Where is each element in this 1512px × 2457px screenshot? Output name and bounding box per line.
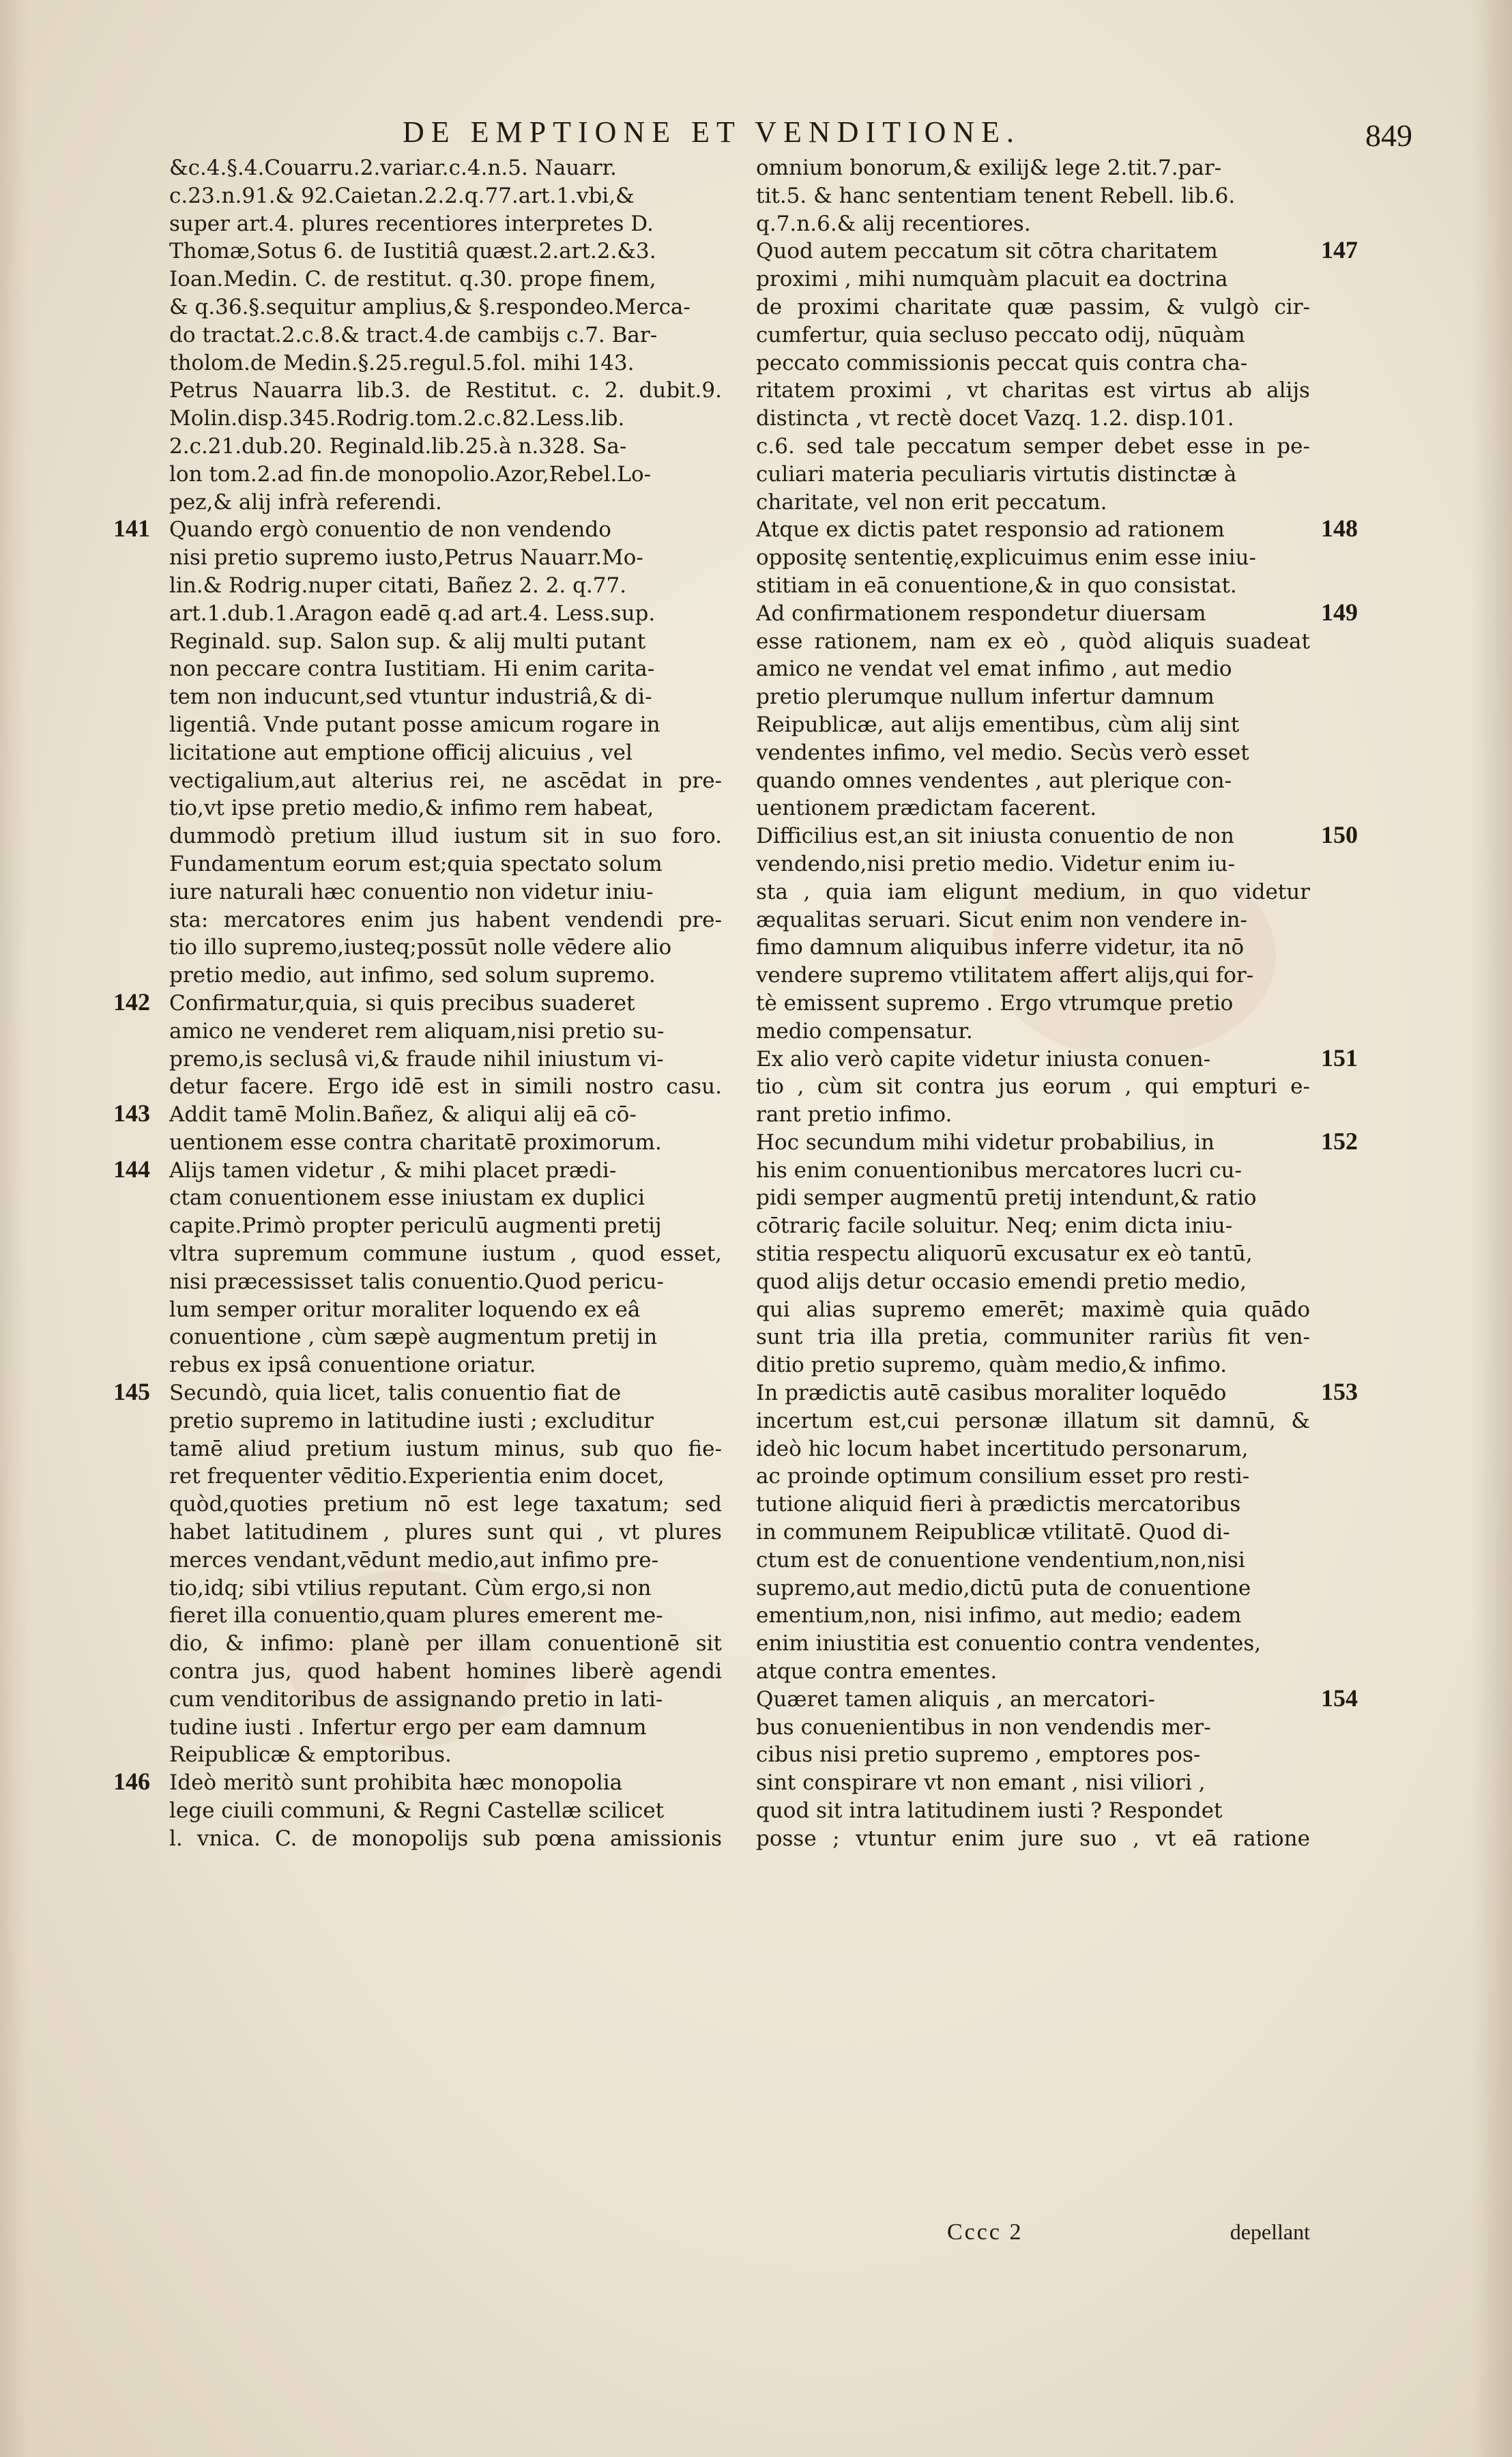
marginal-section-number: 153 xyxy=(1321,1378,1358,1406)
text-line xyxy=(169,321,722,349)
text-line-content: quando omnes vendentes , aut plerique con- xyxy=(756,768,1232,793)
marginal-section-number: 144 xyxy=(113,1155,150,1183)
text-line xyxy=(169,1741,722,1769)
text-line xyxy=(756,1407,1310,1435)
text-line-content: enim iniustitia est conuentio contra vendentes, xyxy=(756,1631,1262,1656)
text-line-content: dio, & infimo: planè per illam conuentionē sit xyxy=(169,1631,722,1656)
text-line-content: tio illo supremo,iusteq;possūt nolle vēdere alio xyxy=(169,935,672,960)
marginal-section-number: 154 xyxy=(1321,1684,1358,1712)
text-line xyxy=(169,1463,722,1491)
text-line xyxy=(756,1157,1310,1185)
text-line xyxy=(756,1491,1310,1519)
text-line-content: & q.36.§.sequitur amplius,& §.respondeo.Merca- xyxy=(169,294,690,319)
text-line xyxy=(169,572,722,600)
text-line xyxy=(756,1351,1310,1379)
text-line-content: tem non inducunt,sed vtuntur industriâ,& di- xyxy=(169,685,652,710)
marginal-section-number: 143 xyxy=(113,1100,150,1127)
text-line xyxy=(169,1379,722,1407)
text-line xyxy=(169,962,722,990)
text-line-content: Addit tamē Molin.Bañez, & aliqui alij eā cō- xyxy=(169,1102,637,1127)
text-line-content: tudine iusti . Infertur ergo per eam damnum xyxy=(169,1714,647,1740)
text-line xyxy=(756,1184,1310,1212)
text-line-content: Reipublicæ, aut alijs ementibus, cùm alij sint xyxy=(756,712,1240,737)
text-line-content: tio , cùm sit contra jus eorum , qui empturi e- xyxy=(756,1074,1310,1100)
text-line-content: vltra supremum commune iustum , quod esset, xyxy=(169,1241,722,1267)
text-line xyxy=(169,1547,722,1575)
text-line-content: Fundamentum eorum est;quia spectato solum xyxy=(169,851,663,876)
text-line-content: pez,& alij infrà referendi. xyxy=(169,489,442,515)
text-line-content: vendendo,nisi pretio medio. Videtur enim iu- xyxy=(756,851,1235,876)
text-line xyxy=(756,349,1310,377)
text-line-content: æqualitas seruari. Sicut enim non vendere in- xyxy=(756,907,1248,932)
text-line xyxy=(169,265,722,293)
page-right-shadow xyxy=(1471,0,1512,2457)
text-line xyxy=(169,1046,722,1074)
text-line-content: uentionem esse contra charitatē proximorum. xyxy=(169,1130,662,1155)
text-line xyxy=(756,711,1310,739)
text-line xyxy=(169,349,722,377)
text-line xyxy=(756,293,1310,321)
text-line-content: proximi , mihi numquàm placuit ea doctrina xyxy=(756,267,1228,292)
text-line-content: iure naturali hæc conuentio non videtur iniu- xyxy=(169,879,654,904)
text-line xyxy=(169,600,722,628)
text-line-content: oppositę sententię,explicuimus enim esse iniu- xyxy=(756,545,1256,571)
text-line xyxy=(756,1825,1310,1853)
text-line xyxy=(756,1547,1310,1575)
text-line xyxy=(756,1519,1310,1547)
text-line-content: medio compensatur. xyxy=(756,1018,973,1044)
text-line xyxy=(756,182,1310,210)
text-line xyxy=(169,1435,722,1463)
text-line xyxy=(756,544,1310,572)
page-left-shadow xyxy=(0,0,27,2457)
text-line xyxy=(756,461,1310,489)
text-line-content: tutione aliquid fieri à prædictis mercatoribus xyxy=(756,1492,1241,1517)
text-line-content: ctum est de conuentione vendentium,non,nisi xyxy=(756,1547,1245,1572)
text-line xyxy=(169,1018,722,1046)
text-line-content: Petrus Nauarra lib.3. de Restitut. c. 2. dubit.9. xyxy=(169,378,722,403)
text-line-content: tio,vt ipse pretio medio,& infimo rem habeat, xyxy=(169,796,654,821)
text-line xyxy=(169,1268,722,1296)
text-line-content: rant pretio infimo. xyxy=(756,1102,953,1127)
text-line xyxy=(169,1184,722,1212)
text-line-content: Alijs tamen videtur , & mihi placet prædi- xyxy=(169,1158,617,1183)
text-line xyxy=(756,210,1310,238)
text-line xyxy=(169,767,722,795)
text-line xyxy=(169,1101,722,1129)
text-line xyxy=(756,1769,1310,1797)
text-line-content: Quæret tamen aliquis , an mercatori- xyxy=(756,1686,1156,1712)
text-line xyxy=(169,1797,722,1825)
marginal-section-number: 150 xyxy=(1321,821,1358,849)
marginal-section-number: 145 xyxy=(113,1378,150,1406)
text-line-content: sta , quia iam eligunt medium, in quo videtur xyxy=(756,879,1310,904)
text-line xyxy=(169,739,722,767)
text-line-content: amico ne vendat vel emat infimo , aut medio xyxy=(756,657,1232,682)
text-line-content: ritatem proximi , vt charitas est virtus ab alijs xyxy=(756,378,1310,403)
text-line-content: pretio supremo in latitudine iusti ; excluditur xyxy=(169,1408,654,1433)
text-line xyxy=(756,1268,1310,1296)
text-line-content: nisi pretio supremo iusto,Petrus Nauarr.Mo- xyxy=(169,545,643,571)
text-line xyxy=(756,850,1310,878)
text-line xyxy=(169,1519,722,1547)
text-line-content: Confirmatur,quia, si quis precibus suaderet xyxy=(169,990,635,1016)
text-line xyxy=(756,572,1310,600)
text-line-content: bus conuenientibus in non vendendis mer- xyxy=(756,1714,1211,1740)
text-line-content: licitatione aut emptione officij alicuius , vel xyxy=(169,740,633,765)
text-line xyxy=(169,544,722,572)
text-line xyxy=(169,878,722,906)
text-line-content: qui alias supremo emerēt; maximè quia quādo xyxy=(756,1297,1310,1322)
text-line xyxy=(169,1212,722,1240)
text-line-content: tè emissent supremo . Ergo vtrumque pretio xyxy=(756,990,1234,1016)
left-text-column xyxy=(113,154,722,2202)
text-line-content: Thomæ,Sotus 6. de Iustitiâ quæst.2.art.2.&3. xyxy=(169,239,656,264)
text-line-content: quod alijs detur occasio emendi pretio medio, xyxy=(756,1269,1247,1294)
text-line xyxy=(169,433,722,461)
text-line xyxy=(756,1435,1310,1463)
text-line-content: nisi præcessisset talis conuentio.Quod pericu- xyxy=(169,1269,664,1294)
text-line xyxy=(169,822,722,850)
text-line xyxy=(169,711,722,739)
text-line-content: l. vnica. C. de monopolijs sub pœna amissionis xyxy=(169,1826,722,1851)
text-line-content: sint conspirare vt non emant , nisi viliori , xyxy=(756,1770,1206,1796)
text-line xyxy=(756,265,1310,293)
text-line xyxy=(756,1240,1310,1268)
text-line-content: distincta , vt rectè docet Vazq. 1.2. disp.101. xyxy=(756,406,1234,431)
text-line-content: Secundò, quia licet, talis conuentio fiat de xyxy=(169,1381,622,1406)
text-line xyxy=(169,628,722,656)
text-line xyxy=(756,822,1310,850)
text-line xyxy=(169,1769,722,1797)
text-line-content: lege ciuili communi, & Regni Castellæ scilicet xyxy=(169,1798,665,1824)
text-line xyxy=(756,516,1310,544)
text-line xyxy=(756,1797,1310,1825)
marginal-section-number: 146 xyxy=(113,1768,150,1796)
text-line-content: quòd,quoties pretium nō est lege taxatum; sed xyxy=(169,1492,722,1517)
text-line-content: pretio plerumque nullum infertur damnum xyxy=(756,685,1215,710)
text-line xyxy=(756,1212,1310,1240)
text-line xyxy=(756,1073,1310,1101)
text-line-content: premo,is seclusâ vi,& fraude nihil iniustum vi- xyxy=(169,1046,664,1072)
text-line-content: tio,idq; sibi vtilius reputant. Cùm ergo,si non xyxy=(169,1575,652,1600)
text-line xyxy=(756,1018,1310,1046)
text-line xyxy=(756,1323,1310,1351)
signature-mark: Cccc 2 xyxy=(947,2219,1023,2245)
text-line-content: in communem Reipublicæ vtilitatē. Quod di- xyxy=(756,1520,1230,1545)
page-number: 849 xyxy=(1365,118,1412,153)
marginal-section-number: 147 xyxy=(1321,236,1358,264)
text-line-content: Atque ex dictis patet responsio ad rationem xyxy=(756,517,1225,543)
text-line xyxy=(756,1046,1310,1074)
marginal-section-number: 151 xyxy=(1321,1044,1358,1072)
text-line xyxy=(756,739,1310,767)
text-line-content: do tractat.2.c.8.& tract.4.de cambijs c.7. Bar- xyxy=(169,322,658,347)
text-line xyxy=(756,767,1310,795)
text-line xyxy=(169,1602,722,1630)
text-line xyxy=(756,1379,1310,1407)
text-line-content: cumfertur, quia secluso peccato odij, nūquàm xyxy=(756,322,1245,347)
text-line xyxy=(756,433,1310,461)
text-line xyxy=(169,655,722,683)
text-line-content: Quando ergò conuentio de non vendendo xyxy=(169,517,611,543)
text-line xyxy=(169,906,722,934)
text-line xyxy=(169,1351,722,1379)
text-line xyxy=(756,1658,1310,1686)
text-line xyxy=(756,794,1310,822)
text-line xyxy=(756,154,1310,182)
text-line-content: Ex alio verò capite videtur iniusta conuen- xyxy=(756,1046,1211,1072)
text-line xyxy=(169,405,722,433)
text-line-content: conuentione , cùm sæpè augmentum pretij in xyxy=(169,1325,658,1350)
text-line xyxy=(756,489,1310,517)
text-line-content: tamē aliud pretium iustum minus, sub quo fie- xyxy=(169,1436,722,1461)
text-line-content: cōtrariç facile soluitur. Neq; enim dicta iniu- xyxy=(756,1213,1233,1239)
text-line xyxy=(756,1296,1310,1324)
text-line-content: Reginald. sup. Salon sup. & alij multi putant xyxy=(169,629,646,654)
text-line xyxy=(169,1129,722,1157)
text-line-content: Ideò meritò sunt prohibita hæc monopolia xyxy=(169,1770,623,1796)
text-line-content: quod sit intra latitudinem iusti ? Respondet xyxy=(756,1798,1223,1824)
text-line xyxy=(756,238,1310,265)
text-line xyxy=(169,990,722,1018)
text-line xyxy=(169,516,722,544)
text-line-content: Ad confirmationem respondetur diuersam xyxy=(756,601,1206,626)
text-line xyxy=(169,489,722,517)
text-line xyxy=(169,794,722,822)
text-line-content: sunt tria illa pretia, communiter rariùs fit ven- xyxy=(756,1325,1310,1350)
text-line-content: art.1.dub.1.Aragon eadē q.ad art.4. Less.sup. xyxy=(169,601,656,626)
text-line-content: cum venditoribus de assignando pretio in lati- xyxy=(169,1686,663,1712)
text-line-content: ditio pretio supremo, quàm medio,& infimo. xyxy=(756,1353,1227,1378)
text-line-content: incertum est,cui personæ illatum sit damnū, & xyxy=(756,1408,1310,1433)
text-line-content: stitia respectu aliquorū excusatur ex eò tantū, xyxy=(756,1241,1253,1267)
text-line xyxy=(756,1129,1310,1157)
text-line-content: dummodò pretium illud iustum sit in suo foro. xyxy=(169,824,722,849)
text-line xyxy=(169,238,722,265)
page-footer xyxy=(756,2219,1310,2254)
text-line xyxy=(756,878,1310,906)
text-line xyxy=(756,962,1310,990)
text-line xyxy=(169,1630,722,1658)
text-line xyxy=(756,377,1310,405)
text-line-content: peccato commissionis peccat quis contra cha- xyxy=(756,350,1248,375)
text-line-content: tholom.de Medin.§.25.regul.5.fol. mihi 143. xyxy=(169,350,635,375)
text-line-content: non peccare contra Iustitiam. Hi enim carita- xyxy=(169,657,655,682)
text-line-content: omnium bonorum,& exilij& lege 2.tit.7.par- xyxy=(756,156,1222,180)
text-line-content: de proximi charitate quæ passim, & vulgò cir- xyxy=(756,294,1310,319)
text-line-content: habet latitudinem , plures sunt qui , vt plures xyxy=(169,1520,722,1545)
text-line xyxy=(169,1407,722,1435)
page-header xyxy=(403,115,1412,153)
text-line xyxy=(169,377,722,405)
text-line-content: ret frequenter vēditio.Experientia enim docet, xyxy=(169,1464,665,1489)
text-line xyxy=(756,934,1310,962)
text-line xyxy=(169,1491,722,1519)
text-line-content: In prædictis autē casibus moraliter loquēdo xyxy=(756,1381,1227,1406)
text-line-content: ligentiâ. Vnde putant posse amicum rogare in xyxy=(169,712,660,737)
text-line xyxy=(169,182,722,210)
text-line xyxy=(169,154,722,182)
right-text-column xyxy=(756,154,1358,2202)
text-line xyxy=(169,1658,722,1686)
text-line-content: supremo,aut medio,dictū puta de conuentione xyxy=(756,1575,1251,1600)
text-line xyxy=(169,210,722,238)
text-line-content: Hoc secundum mihi videtur probabilius, in xyxy=(756,1130,1215,1155)
text-line-content: c.6. sed tale peccatum semper debet esse in pe- xyxy=(756,433,1310,459)
marginal-section-number: 142 xyxy=(113,988,150,1016)
text-line xyxy=(169,293,722,321)
text-line xyxy=(169,1240,722,1268)
text-line-content: cibus nisi pretio supremo , emptores pos- xyxy=(756,1742,1201,1768)
text-line xyxy=(756,1575,1310,1603)
text-line-content: Reipublicæ & emptoribus. xyxy=(169,1742,452,1768)
text-line-content: posse ; vtuntur enim jure suo , vt eā ratione xyxy=(756,1826,1310,1851)
text-line xyxy=(756,600,1310,628)
text-line xyxy=(169,461,722,489)
text-line-content: merces vendant,vēdunt medio,aut infimo pre- xyxy=(169,1547,659,1572)
text-line-content: rebus ex ipsâ conuentione oriatur. xyxy=(169,1353,536,1378)
text-line-content: ideò hic locum habet incertitudo personarum, xyxy=(756,1436,1249,1461)
text-line xyxy=(169,1575,722,1603)
text-line-content: pidi semper augmentū pretij intendunt,& ratio xyxy=(756,1186,1257,1211)
text-line-content: vectigalium,aut alterius rei, ne ascēdat in pre- xyxy=(169,768,722,793)
text-line xyxy=(169,1714,722,1742)
text-line xyxy=(756,321,1310,349)
text-line-content: 2.c.21.dub.20. Reginald.lib.25.à n.328. Sa- xyxy=(169,433,627,459)
text-line-content: his enim conuentionibus mercatores lucri cu- xyxy=(756,1158,1242,1183)
text-line-content: esse rationem, nam ex eò , quòd aliquis suadeat xyxy=(756,629,1310,654)
text-line-content: fieret illa conuentio,quam plures emerent me- xyxy=(169,1603,663,1628)
text-line xyxy=(756,1741,1310,1769)
text-line-content: contra jus, quod habent homines liberè agendi xyxy=(169,1659,722,1684)
text-line-content: fimo damnum aliquibus inferre videtur, ita nō xyxy=(756,935,1245,960)
text-line xyxy=(756,405,1310,433)
text-line-content: Quod autem peccatum sit cōtra charitatem xyxy=(756,239,1218,264)
marginal-section-number: 141 xyxy=(113,515,150,543)
text-line xyxy=(169,1686,722,1714)
text-line-content: detur facere. Ergo idē est in simili nostro casu. xyxy=(169,1074,722,1100)
marginal-section-number: 149 xyxy=(1321,598,1358,626)
text-line xyxy=(169,1323,722,1351)
text-line xyxy=(756,1101,1310,1129)
text-line-content: stitiam in eā conuentione,& in quo consistat. xyxy=(756,573,1237,598)
text-line xyxy=(756,628,1310,656)
text-line-content: lin.& Rodrig.nuper citati, Bañez 2. 2. q.77. xyxy=(169,573,627,598)
text-line-content: sta: mercatores enim jus habent vendendi pre- xyxy=(169,907,722,932)
text-line xyxy=(169,1296,722,1324)
text-line xyxy=(756,683,1310,711)
text-line-content: capite.Primò propter periculū augmenti pretij xyxy=(169,1213,662,1239)
text-line xyxy=(756,655,1310,683)
text-line-content: lon tom.2.ad fin.de monopolio.Azor,Rebel.Lo- xyxy=(169,461,652,487)
text-line-content: vendentes infimo, vel medio. Secùs verò esset xyxy=(756,740,1249,765)
text-line xyxy=(169,683,722,711)
text-line-content: pretio medio, aut infimo, sed solum supremo. xyxy=(169,963,656,988)
text-line-content: Ioan.Medin. C. de restitut. q.30. prope finem, xyxy=(169,267,656,292)
text-line xyxy=(756,1630,1310,1658)
text-line xyxy=(756,1714,1310,1742)
text-line-content: q.7.n.6.& alij recentiores. xyxy=(756,211,1031,236)
text-line-content: Molin.disp.345.Rodrig.tom.2.c.82.Less.lib. xyxy=(169,406,625,431)
text-line xyxy=(169,934,722,962)
text-line-content: lum semper oritur moraliter loquendo ex eâ xyxy=(169,1297,641,1322)
text-line xyxy=(169,1825,722,1853)
text-line xyxy=(756,1463,1310,1491)
text-line-content: uentionem prædictam facerent. xyxy=(756,796,1097,821)
text-line-content: ementium,non, nisi infimo, aut medio; eadem xyxy=(756,1603,1242,1628)
text-line-content: amico ne venderet rem aliquam,nisi pretio su- xyxy=(169,1018,665,1044)
text-line xyxy=(756,1602,1310,1630)
text-line-content: tit.5. & hanc sententiam tenent Rebell. lib.6. xyxy=(756,183,1236,208)
text-line xyxy=(169,1073,722,1101)
text-line xyxy=(169,1157,722,1185)
text-line xyxy=(756,990,1310,1018)
text-line xyxy=(756,906,1310,934)
text-line-content: c.23.n.91.& 92.Caietan.2.2.q.77.art.1.vbi,& xyxy=(169,183,635,208)
text-line-content: Difficilius est,an sit iniusta conuentio de non xyxy=(756,824,1234,849)
text-line-content: charitate, vel non erit peccatum. xyxy=(756,489,1107,515)
text-line-content: vendere supremo vtilitatem affert alijs,qui for- xyxy=(756,963,1254,988)
text-line-content: atque contra ementes. xyxy=(756,1659,998,1684)
text-line-content: ac proinde optimum consilium esset pro resti- xyxy=(756,1464,1250,1489)
text-line xyxy=(756,1686,1310,1714)
marginal-section-number: 148 xyxy=(1321,515,1358,543)
text-line-content: culiari materia peculiaris virtutis distinctæ à xyxy=(756,461,1237,487)
text-line-content: ctam conuentionem esse iniustam ex duplici xyxy=(169,1186,645,1211)
text-line-content: &c.4.§.4.Couarru.2.variar.c.4.n.5. Nauarr. xyxy=(169,156,617,180)
text-line xyxy=(169,850,722,878)
text-line-content: super art.4. plures recentiores interpretes D. xyxy=(169,211,654,236)
marginal-section-number: 152 xyxy=(1321,1127,1358,1155)
running-head: DE EMPTIONE ET VENDITIONE. xyxy=(403,115,1021,149)
catchword: depellant xyxy=(1230,2219,1310,2244)
